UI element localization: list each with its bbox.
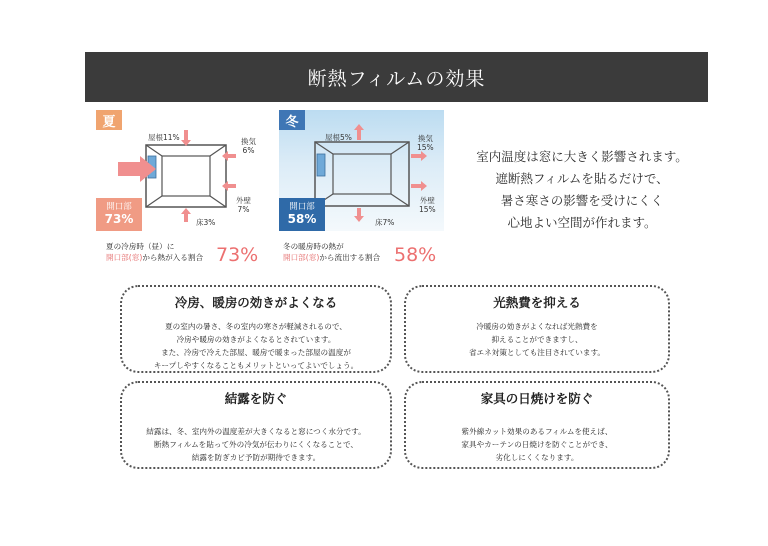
- card-hvac: [120, 285, 392, 373]
- opening-badge: 開口部 73%: [96, 198, 142, 231]
- card-condensation: [120, 381, 392, 469]
- season-tag-summer: 夏: [96, 110, 122, 130]
- card-fading: [404, 381, 670, 469]
- wall-label: 外壁 7%: [236, 196, 251, 214]
- card-body: 紫外線カット効果のあるフィルムを使えば、 家具やカーテンの日焼けを防ぐことができ、 劣化しにくくなります。: [461, 427, 613, 462]
- vent-label: 換気 15%: [417, 134, 434, 152]
- summer-caption: 夏の冷房時（昼）に 開口部(窓)から熱が入る割合: [106, 242, 204, 262]
- card-body: 冷暖房の効きがよくなれば光熱費を 抑えることができますし、 省エネ対策としても注目されています。: [468, 322, 606, 357]
- card-title: 家具の日焼けを防ぐ: [480, 391, 594, 406]
- page-title: 断熱フィルムの効果: [307, 67, 486, 90]
- winter-percent: 58%: [394, 244, 437, 266]
- opening-badge: 開口部 58%: [279, 198, 325, 231]
- roof-label: 屋根11%: [148, 133, 180, 142]
- floor-label: 床3%: [196, 218, 216, 227]
- summer-percent: 73%: [216, 244, 259, 266]
- title-banner: [85, 52, 708, 102]
- floor-label: 床7%: [375, 218, 395, 227]
- card-body: 結露は、冬、室内外の温度差が大きくなると窓につく水分です。 断熱フィルムを貼って外の冷気が伝わりにくくなることで、 結露を防ぎカビ予防が期待できます。: [146, 427, 366, 462]
- card-body: 夏の室内の暑さ、冬の室内の寒さが軽減されるので、 冷房や暖房の効きがよくなるとされています。 また、冷房で冷えた部屋、暖房で暖まった部屋の温度が キープしやすくなることもメリットといってよいでしょう。: [153, 322, 359, 370]
- card-energy: [404, 285, 670, 373]
- card-title: 光熱費を抑える: [493, 295, 581, 310]
- winter-caption: 冬の暖房時の熱が 開口部(窓)から流出する割合: [283, 242, 381, 262]
- card-title: 結露を防ぐ: [224, 391, 288, 406]
- lead-text: 室内温度は窓に大きく影響されます。 遮断熱フィルムを貼るだけで、 暑さ寒さの影響を受けにくく 心地よい空間が作れます。: [476, 149, 688, 230]
- card-title: 冷房、暖房の効きがよくなる: [174, 295, 338, 310]
- winter-diagram: [279, 110, 444, 231]
- season-tag-winter: 冬: [279, 110, 305, 130]
- roof-label: 屋根5%: [325, 133, 352, 142]
- wall-label: 外壁 15%: [419, 196, 436, 214]
- vent-label: 換気 6%: [241, 137, 256, 155]
- summer-diagram: [96, 110, 261, 231]
